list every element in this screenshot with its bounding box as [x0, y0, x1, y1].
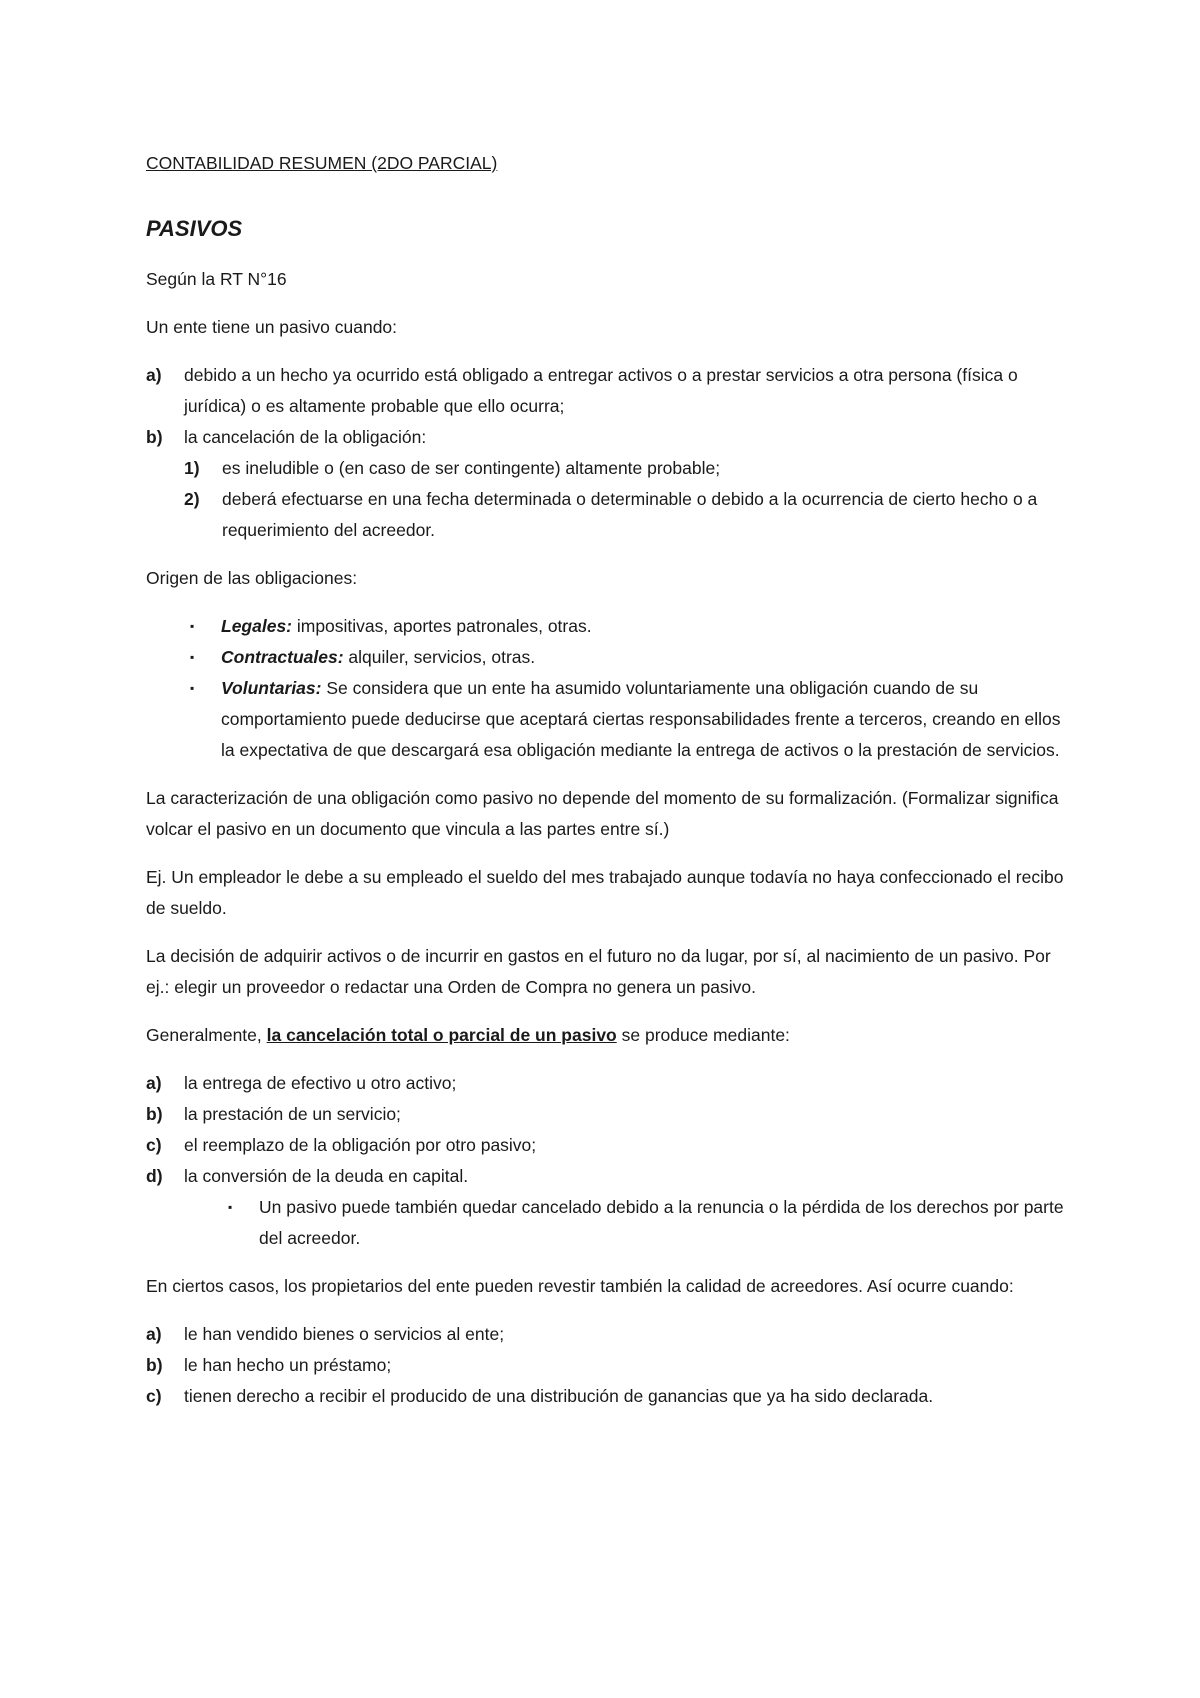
list-item — [146, 360, 1066, 422]
list-marker: a) — [146, 1324, 162, 1344]
cancellation-emphasis: la cancelación total o parcial de un pasivo — [266, 1025, 617, 1045]
list-item-text: le han hecho un préstamo; — [184, 1355, 392, 1375]
decision-paragraph: La decisión de adquirir activos o de incurrir en gastos en el futuro no da lugar, por sí, al nacimiento de un pasivo. Por ej.: elegir un proveedor o redactar una Orden de Compra no genera un pasivo. — [146, 946, 1051, 997]
list-item — [222, 1192, 1066, 1254]
bullet-icon: ▪ — [190, 619, 195, 633]
origin-text: Se considera que un ente ha asumido voluntariamente una obligación cuando de su comportamiento puede deducirse que aceptará ciertas responsabilidades frente a terceros, creando en ellos la expectativa de que descargará esa obligación mediante la entrega de activos o la prestación de servicios. — [221, 678, 1061, 760]
list-item-text: tienen derecho a recibir el producido de una distribución de ganancias que ya ha sido declarada. — [184, 1386, 934, 1406]
origin-term: Voluntarias: — [221, 678, 322, 698]
list-item-text: la conversión de la deuda en capital. — [184, 1166, 469, 1186]
sub-conditions-list — [184, 453, 1066, 546]
list-item — [146, 1319, 1066, 1350]
document-title: CONTABILIDAD RESUMEN (2DO PARCIAL) — [146, 153, 498, 173]
list-marker: b) — [146, 1355, 163, 1375]
list-item-text: la cancelación de la obligación: — [184, 427, 427, 447]
list-marker: 1) — [184, 458, 200, 478]
document-body — [146, 148, 1066, 1412]
cancellation-intro — [146, 1020, 1066, 1051]
list-item — [146, 1099, 1066, 1130]
example-paragraph: Ej. Un empleador le debe a su empleado el sueldo del mes trabajado aunque todavía no haya confeccionado el recibo de sueldo. — [146, 867, 1064, 918]
list-item-text: debido a un hecho ya ocurrido está obligado a entregar activos o a prestar servicios a otra persona (física o jurídica) o es altamente probable que ello ocurra; — [184, 365, 1018, 416]
origin-term: Contractuales: — [221, 647, 344, 667]
bullet-icon: ▪ — [228, 1200, 233, 1214]
list-item — [146, 673, 1066, 766]
cancellation-list — [146, 1068, 1066, 1254]
cancellation-suffix: se produce mediante: — [616, 1025, 790, 1045]
list-item — [146, 1130, 1066, 1161]
list-item — [146, 1350, 1066, 1381]
characterization-paragraph: La caracterización de una obligación como pasivo no depende del momento de su formalización. (Formalizar significa volcar el pasivo en un documento que vincula a las partes entre sí.) — [146, 788, 1059, 839]
list-item — [184, 453, 1066, 484]
list-item-text: el reemplazo de la obligación por otro pasivo; — [184, 1135, 537, 1155]
list-item — [146, 1068, 1066, 1099]
list-item — [146, 422, 1066, 546]
list-marker: 2) — [184, 489, 200, 509]
definition-intro: Un ente tiene un pasivo cuando: — [146, 317, 398, 337]
list-item — [146, 1161, 1066, 1254]
list-item — [146, 642, 1066, 673]
list-item — [146, 611, 1066, 642]
list-item-text: la prestación de un servicio; — [184, 1104, 401, 1124]
cancellation-prefix: Generalmente, — [146, 1025, 267, 1045]
list-item-text: la entrega de efectivo u otro activo; — [184, 1073, 457, 1093]
source-reference: Según la RT N°16 — [146, 269, 287, 289]
list-marker: a) — [146, 1073, 162, 1093]
origin-term: Legales: — [221, 616, 292, 636]
list-marker: c) — [146, 1386, 162, 1406]
list-item-text: es ineludible o (en caso de ser contingente) altamente probable; — [222, 458, 721, 478]
bullet-icon: ▪ — [190, 681, 195, 695]
origin-text: alquiler, servicios, otras. — [343, 647, 536, 667]
list-marker: c) — [146, 1135, 162, 1155]
list-item-text: deberá efectuarse en una fecha determinada o determinable o debido a la ocurrencia de cierto hecho o a requerimiento del acreedor. — [222, 489, 1038, 540]
owners-paragraph: En ciertos casos, los propietarios del ente pueden revestir también la calidad de acreedores. Así ocurre cuando: — [146, 1276, 1014, 1296]
cancellation-note: Un pasivo puede también quedar cancelado debido a la renuncia o la pérdida de los derechos por parte del acreedor. — [259, 1197, 1064, 1248]
list-marker: d) — [146, 1166, 163, 1186]
origins-list — [146, 611, 1066, 766]
origin-heading: Origen de las obligaciones: — [146, 568, 358, 588]
owners-list — [146, 1319, 1066, 1412]
list-marker: b) — [146, 427, 163, 447]
list-marker: b) — [146, 1104, 163, 1124]
bullet-icon: ▪ — [190, 650, 195, 664]
cancellation-note-list — [184, 1192, 1066, 1254]
conditions-list — [146, 360, 1066, 546]
list-marker: a) — [146, 365, 162, 385]
section-heading: PASIVOS — [146, 216, 243, 241]
list-item — [184, 484, 1066, 546]
list-item-text: le han vendido bienes o servicios al ente; — [184, 1324, 505, 1344]
origin-text: impositivas, aportes patronales, otras. — [292, 616, 592, 636]
list-item — [146, 1381, 1066, 1412]
